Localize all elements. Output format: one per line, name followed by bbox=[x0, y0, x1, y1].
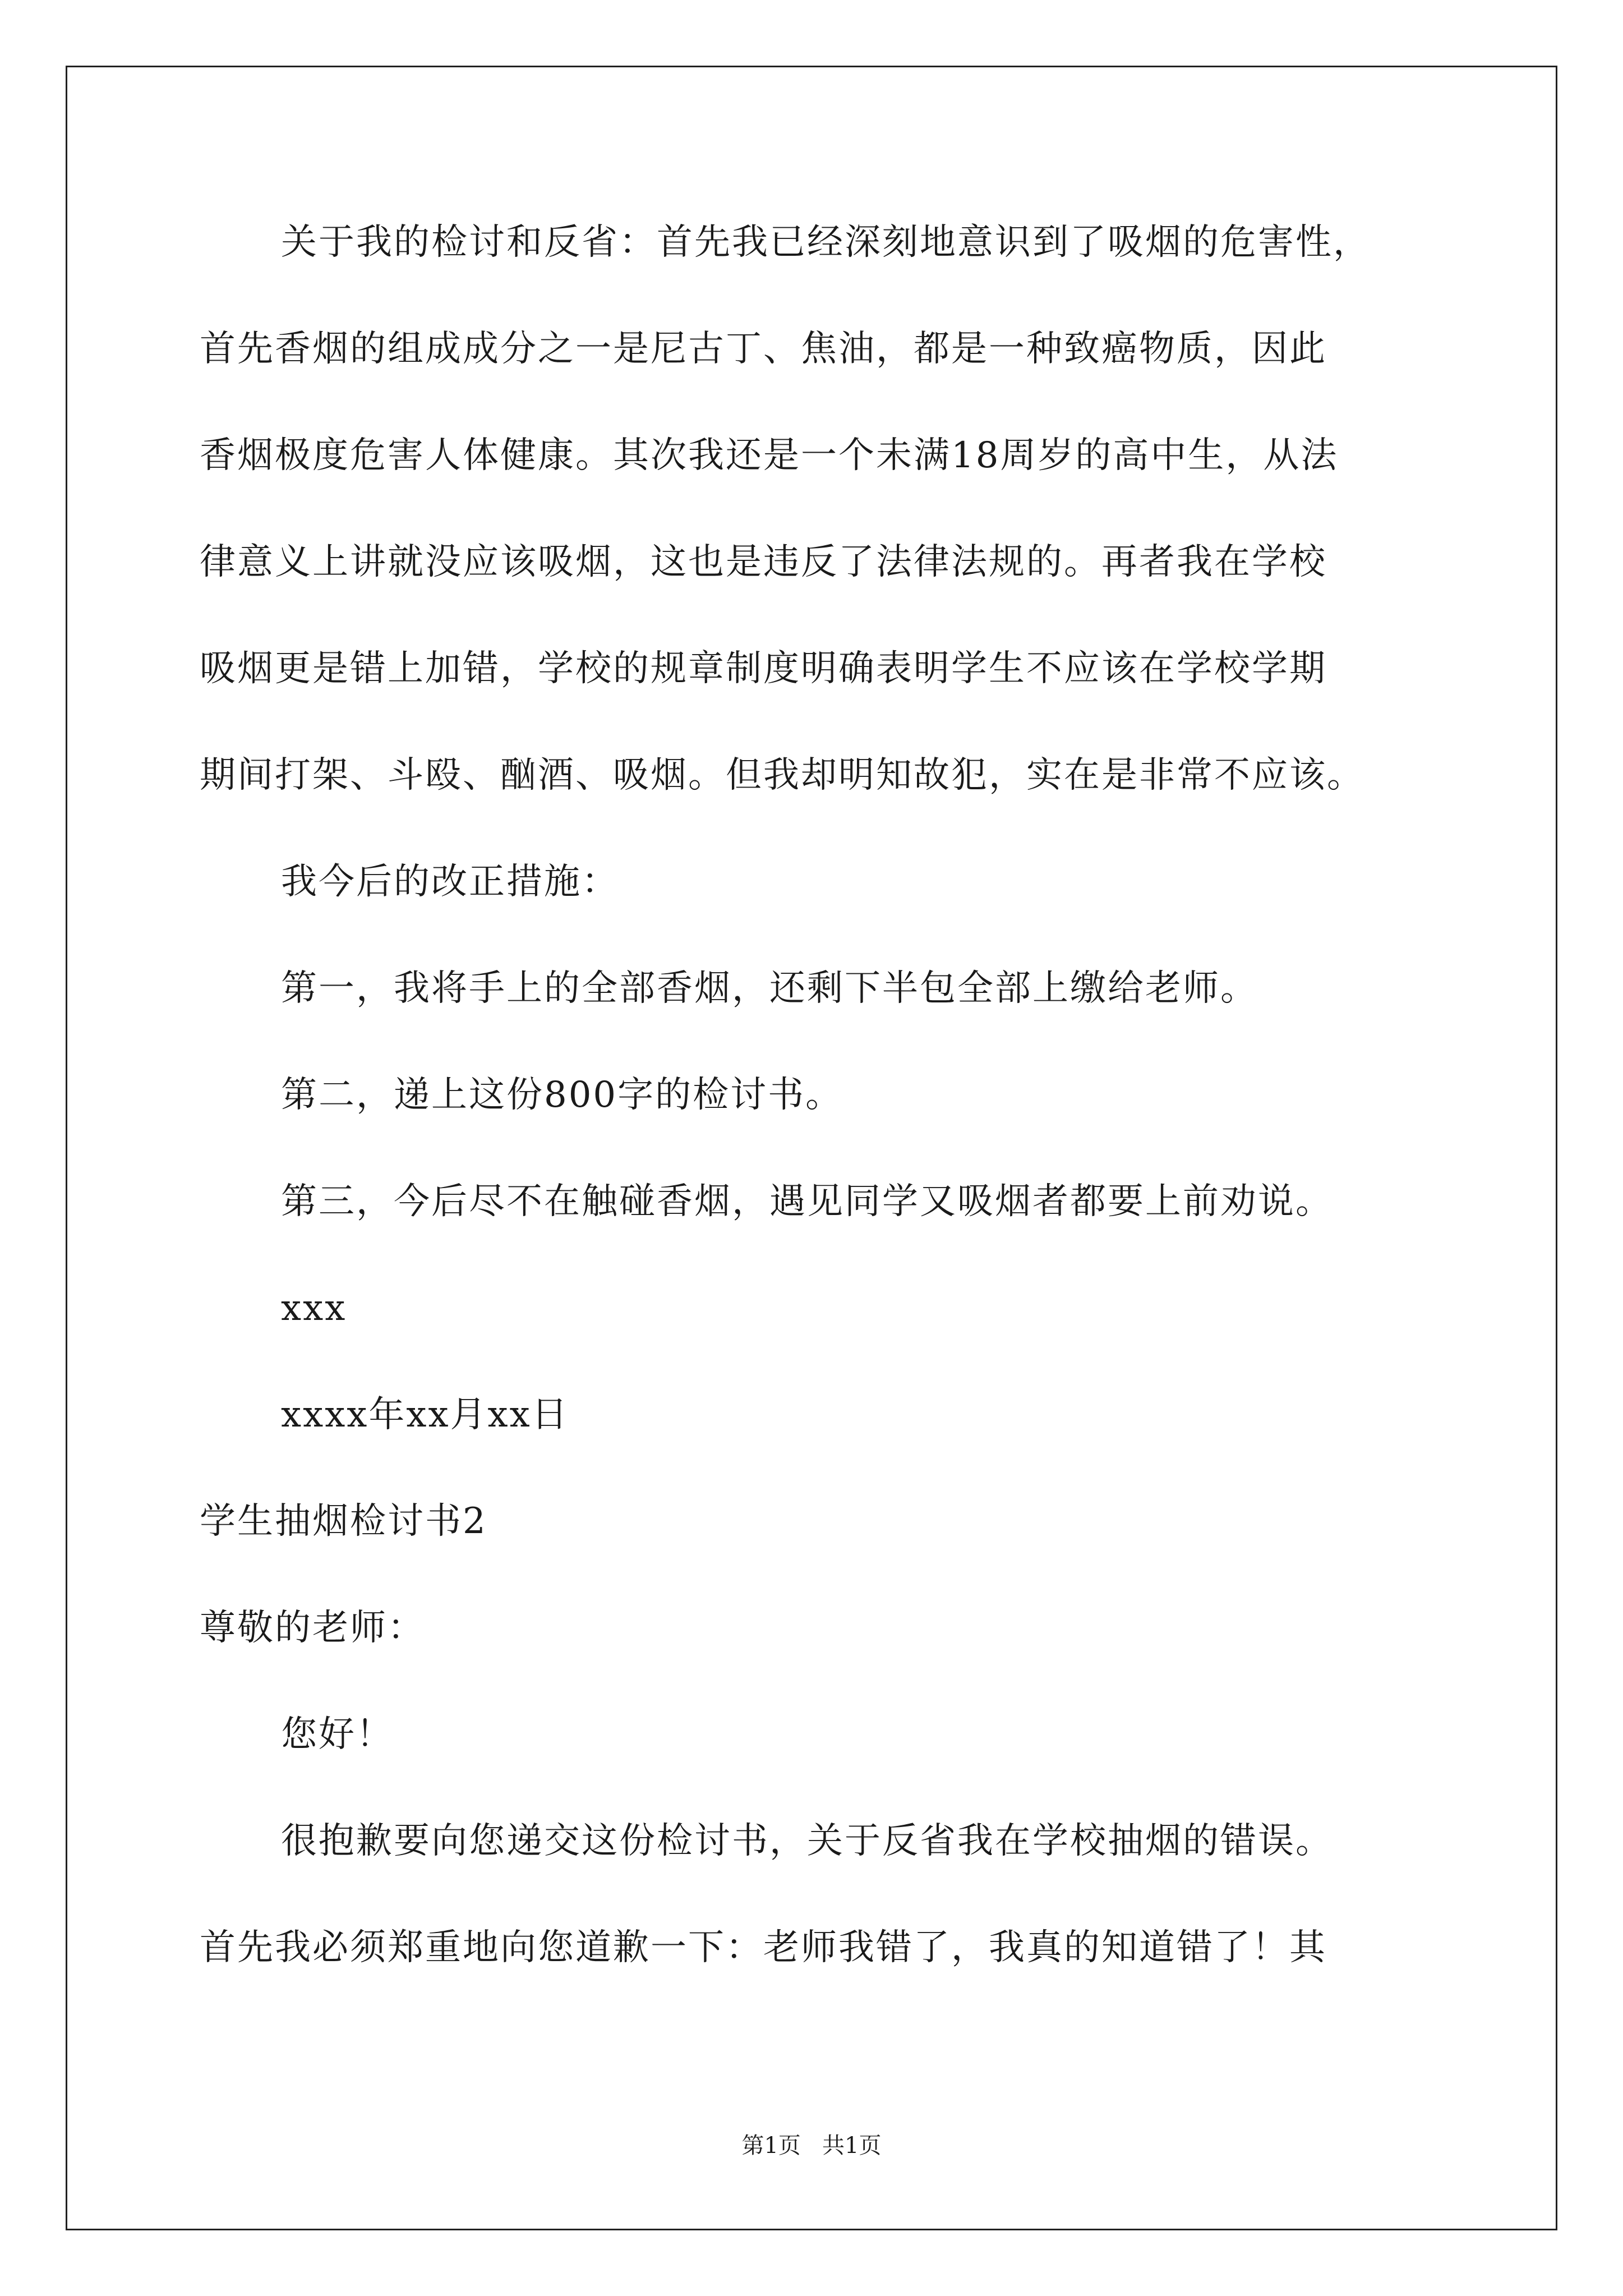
paragraph-line: 首先我必须郑重地向您道歉一下：老师我错了，我真的知道错了！其 bbox=[200, 1927, 1327, 1968]
paragraph-line: 期间打架、斗殴、酗酒、吸烟。但我却明知故犯，实在是非常不应该。 bbox=[200, 754, 1364, 796]
measure-item: 第三，今后尽不在触碰香烟，遇见同学又吸烟者都要上前劝说。 bbox=[281, 1181, 1333, 1222]
signature-name: xxx bbox=[281, 1287, 347, 1329]
document-body bbox=[200, 209, 1433, 2021]
paragraph-line: 香烟极度危害人体健康。其次我还是一个未满18周岁的高中生，从法 bbox=[200, 435, 1339, 476]
measure-item: 第二，递上这份800字的检讨书。 bbox=[281, 1074, 843, 1116]
corrective-measures-heading: 我今后的改正措施： bbox=[281, 861, 619, 903]
paragraph-line: 律意义上讲就没应该吸烟，这也是违反了法律法规的。再者我在学校 bbox=[200, 541, 1327, 583]
section-title: 学生抽烟检讨书2 bbox=[200, 1501, 487, 1542]
paragraph-line: 关于我的检讨和反省：首先我已经深刻地意识到了吸烟的危害性， bbox=[281, 222, 1371, 263]
signature-date: xxxx年xx月xx日 bbox=[281, 1394, 569, 1435]
paragraph-line: 很抱歉要向您递交这份检讨书，关于反省我在学校抽烟的错误。 bbox=[281, 1820, 1333, 1862]
page-footer: 第1页 共1页 bbox=[741, 2133, 882, 2159]
greeting: 您好！ bbox=[281, 1714, 394, 1755]
paragraph-line: 首先香烟的组成成分之一是尼古丁、焦油，都是一种致癌物质，因此 bbox=[200, 328, 1327, 370]
paragraph-line: 吸烟更是错上加错，学校的规章制度明确表明学生不应该在学校学期 bbox=[200, 648, 1327, 689]
measure-item: 第一，我将手上的全部香烟，还剩下半包全部上缴给老师。 bbox=[281, 968, 1258, 1009]
salutation: 尊敬的老师： bbox=[200, 1607, 425, 1649]
